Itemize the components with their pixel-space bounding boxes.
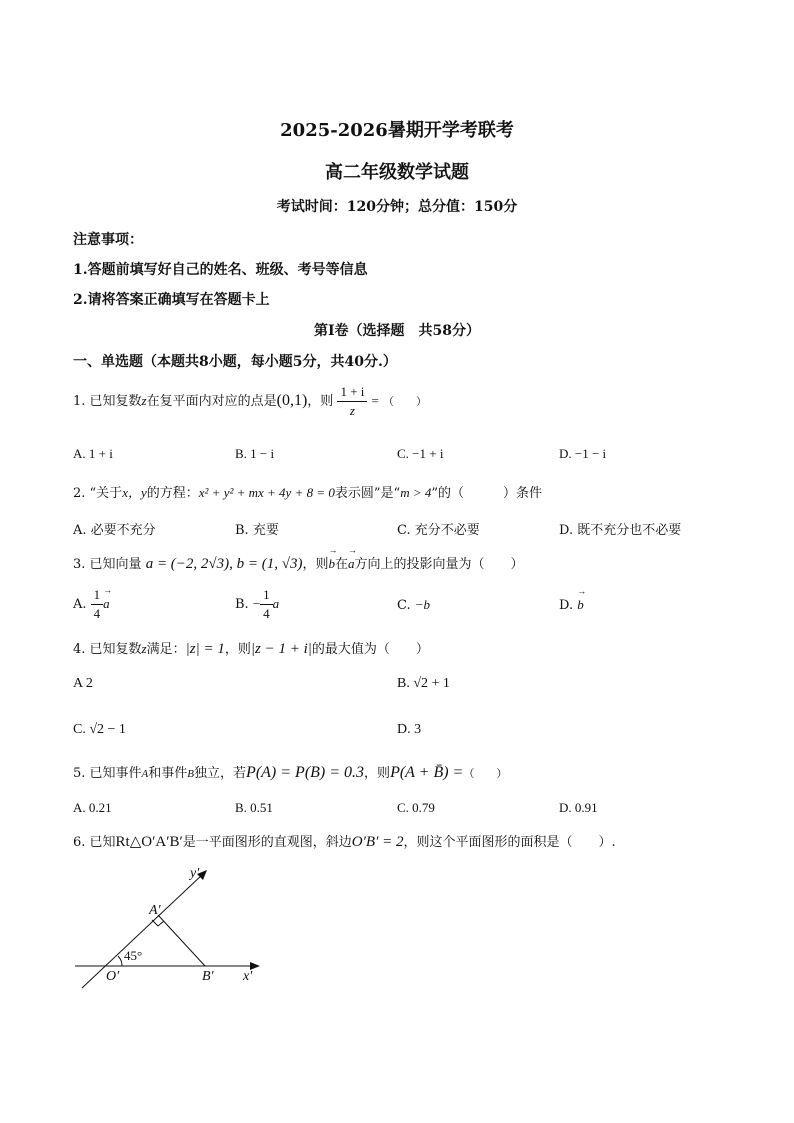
- q3-vector-defs: a = (−2, 2√3), b = (1, √3): [145, 556, 303, 572]
- y-axis: [82, 874, 203, 988]
- part-title: 一、单选题（本题共8小题，每小题5分，共40分.）: [73, 354, 397, 370]
- q2-option-d: D. 既不充分也不必要: [559, 523, 682, 538]
- q2-text-c: 表示圆”是“: [334, 486, 401, 501]
- q4-option-d: D. 3: [397, 722, 422, 737]
- question-5: [73, 762, 507, 782]
- q3-option-a-vector: → a: [103, 596, 110, 612]
- q1-prefix: 1. 已知复数: [73, 394, 142, 409]
- q1-then: ，则: [307, 394, 334, 409]
- q1-equals: =: [371, 393, 379, 408]
- note-item-1: 1.答题前填写好自己的姓名、班级、考号等信息: [73, 262, 368, 278]
- q1-option-c: C. −1 + i: [397, 446, 444, 461]
- q1-point: (0,1): [276, 392, 308, 409]
- q5-indep: 独立，若: [194, 766, 247, 781]
- q3-suffix: 方向上的投影向量为（ ）: [354, 557, 524, 572]
- q1-option-d: D. −1 − i: [559, 446, 607, 461]
- label-b-prime: B′: [202, 969, 214, 984]
- exam-title: 2025-2026暑期开学考联考: [280, 120, 514, 141]
- volume-title: 第Ⅰ卷（选择题 共58分）: [313, 323, 481, 339]
- q3-option-a-den: 4: [93, 606, 101, 621]
- q3-option-d-value: → b: [577, 597, 584, 613]
- q3-option-a-fraction: [91, 586, 104, 623]
- notes-heading: 注意事项：: [73, 232, 143, 248]
- q5-prefix: 5. 已知事件: [73, 766, 142, 781]
- q5-then: ，则: [364, 766, 391, 781]
- q2-text-a: 2. “关于: [73, 486, 123, 501]
- q3-option-b-sign: −: [252, 596, 261, 611]
- q1-paren: （ ）: [383, 395, 428, 408]
- q1-fraction: [337, 383, 367, 420]
- q5-probability: P(A) = P(B) = 0.3: [246, 764, 365, 781]
- q6-hypotenuse: O′B′ = 2: [351, 834, 404, 850]
- q1-option-b: B. 1 − i: [235, 446, 275, 461]
- angle-arc: [118, 956, 122, 966]
- q2-condition: m > 4: [400, 485, 432, 500]
- exam-info: 考试时间：120分钟；总分值：150分: [276, 199, 518, 215]
- q3-option-b-label: B.: [235, 597, 249, 612]
- q6-figure: [70, 858, 270, 993]
- q3-option-c-label: C.: [397, 598, 411, 613]
- q3-option-c: [397, 597, 430, 613]
- q1-denominator: z: [349, 403, 355, 418]
- q1-mid: 在复平面内对应的点是: [146, 394, 277, 409]
- q4-prefix: 4. 已知复数: [73, 642, 142, 657]
- q2-option-a: A. 必要不充分: [73, 523, 156, 538]
- q3-option-b-num: 1: [260, 586, 273, 605]
- q3-option-a-label: A.: [73, 597, 87, 612]
- q4-expression: |z − 1 + i|: [250, 641, 312, 657]
- question-1: [73, 383, 427, 420]
- q3-option-a: [73, 586, 110, 623]
- q4-condition: |z| = 1: [185, 641, 225, 657]
- q3-option-b-den: 4: [263, 606, 270, 621]
- q3-option-b-vector: a: [272, 596, 280, 611]
- q1-var: z: [141, 393, 147, 408]
- q3-mid: ，则: [302, 557, 329, 572]
- q3-option-a-num: 1: [91, 586, 104, 605]
- q1-option-a: A. 1 + i: [73, 446, 113, 461]
- q5-event-a: A: [141, 768, 149, 780]
- q6-triangle: Rt△O′A′B′: [115, 834, 183, 850]
- q3-option-d: [559, 597, 584, 613]
- label-a-prime: A′: [149, 903, 161, 918]
- q2-vars: x，y: [122, 485, 147, 500]
- exam-subtitle: 高二年级数学试题: [325, 162, 469, 183]
- q4-option-c: C. √2 − 1: [73, 722, 126, 737]
- q5-option-c: C. 0.79: [397, 800, 435, 815]
- q6-mid: 是一平面图形的直观图，斜边: [182, 835, 352, 850]
- q4-var: z: [141, 641, 147, 656]
- q2-equation: x² + y² + mx + 4y + 8 = 0: [198, 485, 335, 500]
- q3-option-c-value: −b: [414, 597, 431, 612]
- q2-text-d: ”的（ ）条件: [431, 486, 543, 501]
- q5-and: 和事件: [148, 766, 188, 781]
- segment-ab: [158, 915, 205, 966]
- q5-target: P(A + B̄) =: [390, 764, 464, 781]
- q1-numerator: 1 + i: [337, 383, 367, 402]
- q5-event-b: B: [187, 768, 195, 780]
- question-3: [73, 553, 524, 573]
- label-y-prime: y′: [190, 866, 200, 881]
- question-2: [73, 482, 542, 501]
- q3-on: 在: [335, 557, 349, 572]
- q5-option-d: D. 0.91: [559, 800, 598, 815]
- q4-cond-text: 满足：: [146, 642, 186, 657]
- q4-option-a: A 2: [73, 676, 93, 691]
- label-angle: 45°: [124, 948, 143, 963]
- question-6: [73, 831, 616, 851]
- q3-option-b: [235, 586, 279, 623]
- q2-option-c: C. 充分不必要: [397, 523, 480, 538]
- q5-paren: （ ）: [463, 767, 508, 780]
- q3-prefix: 3. 已知向量: [73, 557, 142, 572]
- q4-option-b: B. √2 + 1: [397, 676, 450, 691]
- q5-option-a: A. 0.21: [73, 800, 112, 815]
- q3-vector-a: → a: [348, 556, 355, 572]
- q2-option-b: B. 充要: [235, 523, 279, 538]
- q3-option-b-fraction: [260, 586, 273, 623]
- q3-vector-b: → b: [329, 556, 336, 572]
- label-o-prime: O′: [106, 969, 120, 984]
- question-4: [73, 638, 429, 658]
- q4-suffix: 的最大值为（ ）: [311, 642, 429, 657]
- q6-prefix: 6. 已知: [73, 835, 116, 850]
- note-item-2: 2.请将答案正确填写在答题卡上: [73, 292, 270, 308]
- q2-text-b: 的方程：: [146, 486, 199, 501]
- q5-option-b: B. 0.51: [235, 800, 273, 815]
- q6-suffix: ，则这个平面图形的面积是（ ）.: [403, 835, 616, 850]
- q4-mid: ，则: [224, 642, 251, 657]
- q3-option-d-label: D.: [559, 598, 574, 613]
- label-x-prime: x′: [243, 969, 253, 984]
